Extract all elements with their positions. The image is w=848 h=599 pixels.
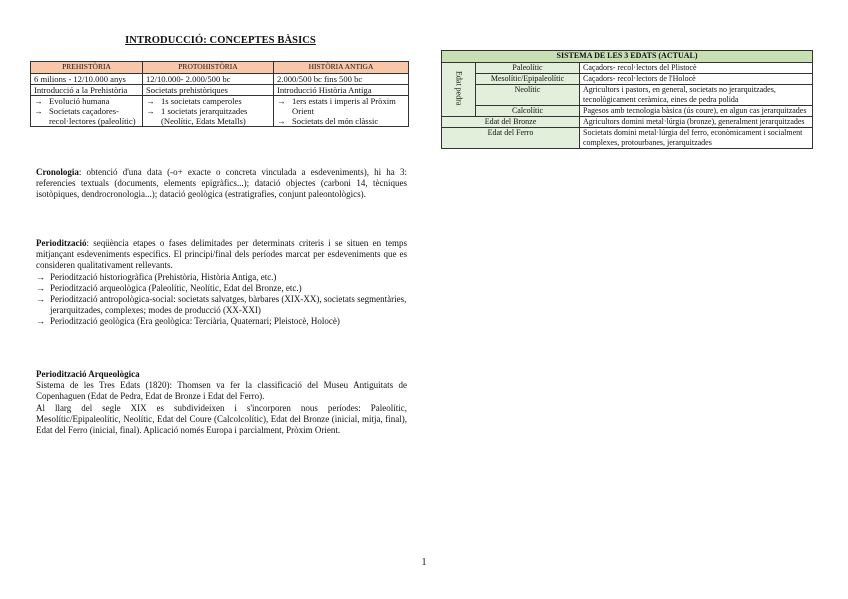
date-cell: 12/10.000- 2.000/500 bc <box>143 74 274 85</box>
periods-header-row <box>31 62 409 74</box>
periods-dates-row <box>31 74 409 85</box>
note-item: → 1 societats jerarquitzades (Neolític, Edats Metalls) <box>146 106 270 126</box>
date-cell: 6 milions - 12/10.000 anys <box>31 74 143 85</box>
age-row <box>442 128 813 149</box>
three-ages-header-row <box>442 51 813 63</box>
age-description: Agricultors i pastors, en general, societats no jerarquitzades, tecnològicament ceràmica, eines de pedra polida <box>580 85 813 106</box>
age-name: Edat del Bronze <box>442 117 580 128</box>
periodització-section <box>36 238 407 328</box>
notes-cell <box>274 96 409 127</box>
periodització-text: : seqüència etapes o fases delimitades per determinats criteris i se situen en temps mitjançant esdeveniments específics. El principi/final dels períodes marcat per esdeveniments que es consideren qualitativament rellevants. <box>36 238 407 271</box>
paragraph: Al llarg del segle XIX es subdivideixen i s'incorporen nous períodes: Paleolític, Mesolític/Epipaleolític, Neolític, Edat del Coure (Calcolcolític), Edat del Bronze (inicial, mitja, final), Edat del Ferro (inicial, final). Aplicació només Europa i parcialment, Pròxim Orient. <box>36 402 407 436</box>
age-description: Agricultors domini metal·lúrgia (bronze), generalment jerarquitzades <box>580 117 813 128</box>
age-row <box>442 63 813 74</box>
date-cell: 2.000/500 bc fins 500 bc <box>274 74 409 85</box>
periods-notes-row <box>31 96 409 127</box>
note-item: → 1s societats camperoles <box>146 96 270 106</box>
paragraph: Sistema de les Tres Edats (1820): Thomsen va fer la classificació del Museu Antiguitats de Copenhaguen (Edat de Pedra, Edat de Bronze i Edat del Ferro). <box>36 380 407 402</box>
age-row <box>442 106 813 117</box>
header-prehistoria: PREHISTÒRIA <box>31 62 143 74</box>
age-name: Paleolític <box>476 63 580 74</box>
section-heading: Periodització Arqueològica <box>36 369 140 379</box>
age-name: Calcolític <box>476 106 580 117</box>
notes-cell <box>31 96 143 127</box>
notes-cell <box>143 96 274 127</box>
age-name: Neolític <box>476 85 580 106</box>
periods-courses-row <box>31 85 409 96</box>
course-cell: Societats prehistòriques <box>143 85 274 96</box>
age-row <box>442 117 813 128</box>
header-protohistoria: PROTOHISTÒRIA <box>143 62 274 74</box>
note-item: → 1ers estats i imperis al Pròxim Orient <box>277 96 405 116</box>
age-row <box>442 74 813 85</box>
note-item: → Societats caçadores-recol·lectores (paleolític) <box>34 106 139 126</box>
age-name: Edat del Ferro <box>442 128 580 149</box>
cronologia-term: Cronologia <box>36 167 79 177</box>
course-cell: Introducció Història Antiga <box>274 85 409 96</box>
periods-table <box>30 61 409 127</box>
age-description: Caçadors- recol·lectors del Plistocè <box>580 63 813 74</box>
age-description: Pagesos amb tecnologia bàsica (ús coure), en algun cas jerarquitzades <box>580 106 813 117</box>
stone-age-label: Edat pedra <box>454 70 464 106</box>
age-description: Societats domini metal·lúrgia del ferro, econòmicament i socialment complexes, protourbanes, jerarquitzades <box>580 128 813 149</box>
age-name: Mesolític/Epipaleolític <box>476 74 580 85</box>
note-item: → Evolució humana <box>34 96 139 106</box>
three-ages-title: SISTEMA DE LES 3 EDATS (ACTUAL) <box>442 51 813 63</box>
age-row <box>442 85 813 106</box>
list-item: → Periodització antropològica-social: societats salvatges, bàrbares (XIX-XX), societats segmentàries, jerarquitzades, complexes; modes de producció (XX-XXI) <box>36 294 407 316</box>
cronologia-paragraph <box>36 167 407 201</box>
periodització-arqueologica-section <box>36 369 407 436</box>
note-item: → Societats del món clàssic <box>277 116 405 126</box>
list-item: → Periodització arqueològica (Paleolític, Neolític, Edat del Bronze, etc.) <box>36 283 407 294</box>
list-item: → Periodització geològica (Era geològica: Terciària, Quaternari; Pleistocè, Holocè) <box>36 316 407 327</box>
page-number: 1 <box>421 557 427 568</box>
three-ages-table <box>441 50 813 149</box>
page-title: INTRODUCCIÓ: CONCEPTES BÀSICS <box>125 35 316 46</box>
header-historia-antiga: HISTÒRIA ANTIGA <box>274 62 409 74</box>
stone-age-label-cell <box>442 63 476 117</box>
cronologia-text: : obtenció d'una data (-o+ exacte o concreta vinculada a esdeveniments), hi ha 3: referencies textuals (documents, elements epigràfics...); datació objectes (carboni 14, tècniques isotòpiques, dendrocronologia...); datació geològica (estratigrafies, conjunt paleontològics). <box>36 167 407 200</box>
periodització-term: Periodització <box>36 238 87 248</box>
course-cell: Introducció a la Prehistòria <box>31 85 143 96</box>
age-description: Caçadors- recol·lectors de l'Holocè <box>580 74 813 85</box>
periodització-list <box>36 272 407 328</box>
list-item: → Periodització historiogràfica (Prehistòria, Història Antiga, etc.) <box>36 272 407 283</box>
